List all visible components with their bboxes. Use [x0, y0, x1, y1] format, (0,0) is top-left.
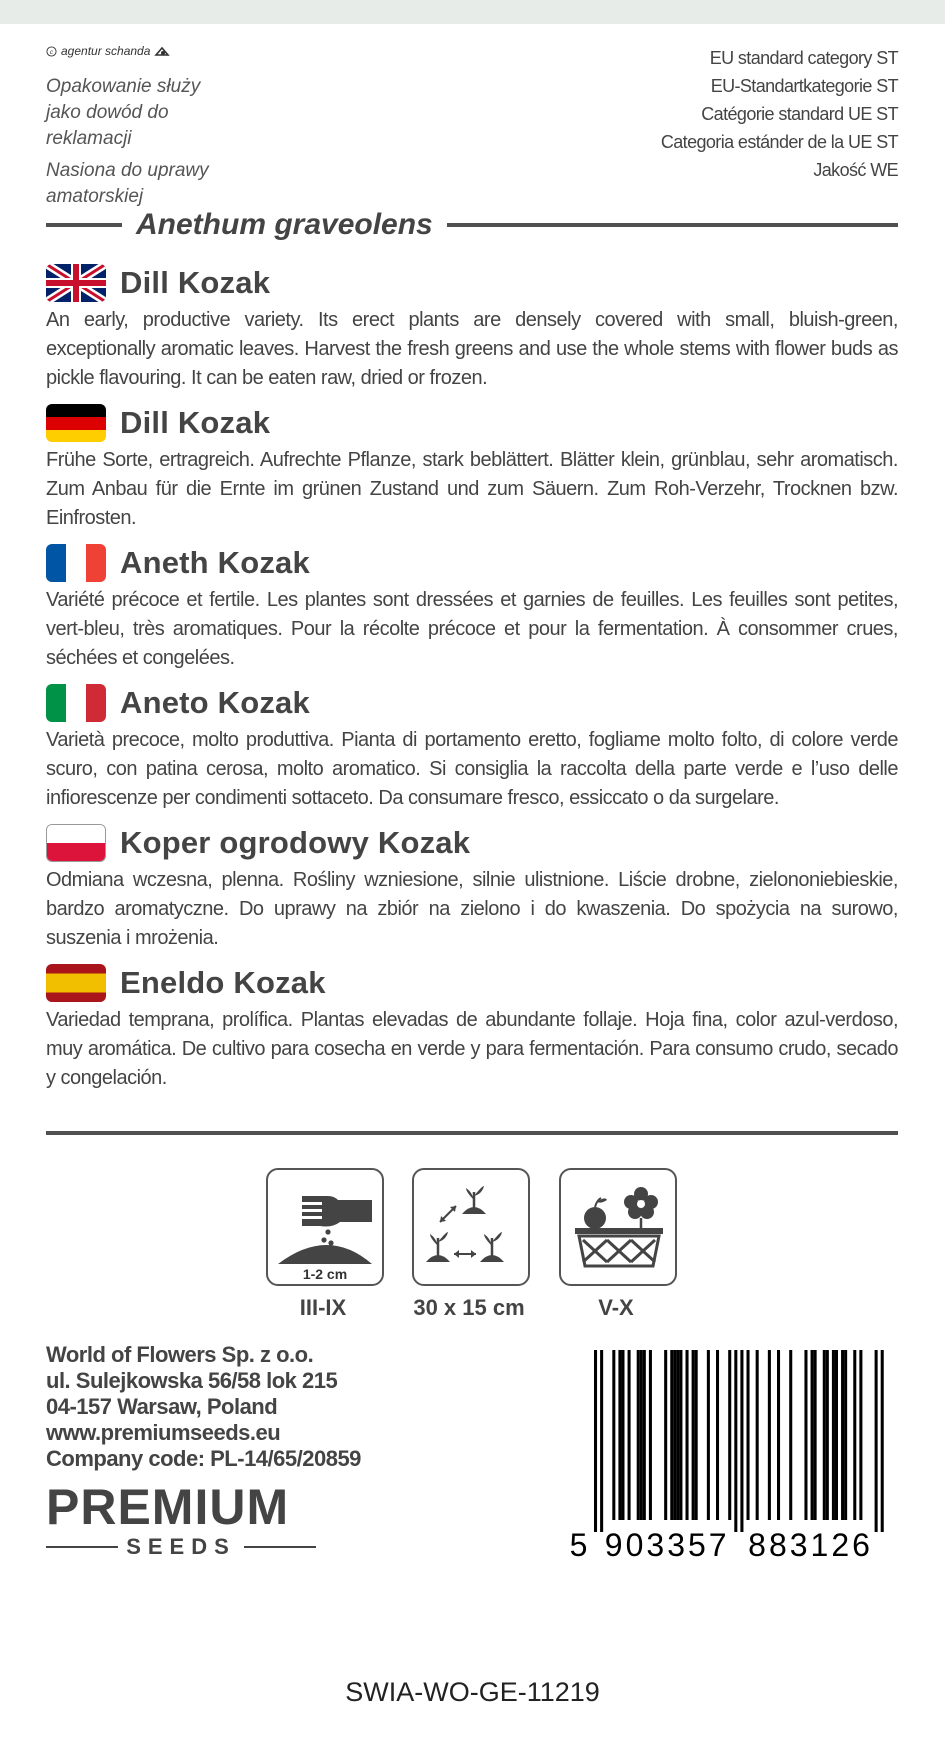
variety-description: Frühe Sorte, ertragreich. Aufrechte Pflanze, stark beblättert. Blätter klein, grünblau, sehr aromatisch. Zum Anbau für die Ernte im grünen Zustand und zum Säuern. Zum Roh-Verzehr, Trocknen bzw. Einfrosten. — [46, 449, 898, 529]
company-website: www.premiumseeds.eu — [46, 1420, 281, 1445]
company-city: 04-157 Warsaw, Poland — [46, 1394, 278, 1419]
agency-logo-icon — [154, 46, 170, 57]
section-header — [46, 262, 898, 304]
company-street: ul. Sulejkowska 56/58 lok 215 — [46, 1368, 338, 1393]
barcode-bar — [621, 1350, 624, 1520]
barcode-bar — [716, 1350, 719, 1520]
variety-description: Odmiana wczesna, plenna. Rośliny wzniesione, silnie ulistnione. Liście drobne, zielononiebieskie, bardzo aromatyczne. Do uprawy na zbiór na zielono i do kwaszenia. Do spożycia na surowo, suszenia i mrożenia. — [46, 869, 898, 949]
barcode-bar — [811, 1350, 814, 1520]
barcode-bar — [679, 1350, 682, 1520]
language-section-en — [46, 262, 898, 393]
harvest-basket-icon — [559, 1168, 677, 1286]
copyright-line — [46, 44, 170, 58]
latin-name: Anethum graveolens — [136, 208, 433, 241]
sowing-period: III-IX — [299, 1295, 347, 1320]
language-section-fr — [46, 542, 898, 673]
eu-category-en: EU standard category ST — [709, 48, 898, 68]
product-code: SWIA-WO-GE-11219 — [345, 1677, 600, 1707]
sowing-depth: 1-2 cm — [302, 1266, 348, 1282]
plant-spacing-icon — [412, 1168, 530, 1286]
germany-flag-icon — [46, 404, 106, 442]
barcode-bar — [676, 1350, 679, 1520]
barcode — [570, 1350, 900, 1560]
language-section-pl — [46, 822, 898, 953]
variety-title: Dill Kozak — [120, 405, 271, 440]
italy-flag-icon — [46, 684, 106, 722]
barcode-digits: 883126 — [748, 1527, 873, 1560]
barcode-bar — [768, 1350, 771, 1520]
barcode-bar — [756, 1350, 759, 1520]
eu-category-pl: Jakość WE — [813, 160, 898, 180]
barcode-bar — [832, 1350, 835, 1520]
brand-name: PREMIUM — [46, 1479, 290, 1535]
plant-spacing: 30 x 15 cm — [413, 1295, 525, 1320]
barcode-bar — [707, 1350, 710, 1520]
barcode-bar — [826, 1350, 829, 1520]
barcode-bar — [618, 1350, 621, 1520]
language-section-de — [46, 402, 898, 533]
company-address — [46, 1342, 361, 1472]
company-code: Company code: PL-14/65/20859 — [46, 1446, 361, 1471]
amateur-note: Nasiona do uprawy amatorskiej — [46, 160, 209, 207]
variety-title: Eneldo Kozak — [120, 965, 326, 1000]
harvest-period: V-X — [598, 1295, 634, 1320]
barcode-bar — [649, 1350, 652, 1520]
uk-flag-icon — [46, 264, 106, 302]
top-band — [0, 0, 945, 24]
polish-notes — [46, 74, 236, 216]
section-header — [46, 822, 898, 864]
barcode-bar — [881, 1350, 884, 1532]
spain-flag-icon — [46, 964, 106, 1002]
variety-description: Variété précoce et fertile. Les plantes sont dressées et garnies de feuilles. Les feuilles sont petites, vert-bleu, très aromatiques. Pour la récolte précoce et pour la fermentation. À consommer crues, séchées et congelées. — [46, 589, 898, 669]
brand-logo — [46, 1479, 316, 1560]
barcode-bars — [570, 1350, 900, 1560]
barcode-bar — [664, 1350, 667, 1520]
barcode-bar — [600, 1350, 603, 1532]
barcode-bar — [612, 1350, 615, 1520]
eu-category-es: Categoria estánder de la UE ST — [660, 132, 898, 152]
variety-description: An early, productive variety. Its erect plants are densely covered with small, bluish-green, exceptionally aromatic leaves. Harvest the fresh greens and use the whole stems with flower buds as pickle flavouring. It can be eaten raw, dried or frozen. — [46, 309, 898, 389]
barcode-bar — [823, 1350, 826, 1520]
barcode-bar — [643, 1350, 646, 1520]
barcode-bar — [628, 1350, 631, 1520]
barcode-bar — [844, 1350, 847, 1520]
barcode-bar — [670, 1350, 673, 1520]
variety-title: Aneto Kozak — [120, 685, 310, 720]
section-header — [46, 402, 898, 444]
divider — [447, 223, 898, 227]
barcode-bar — [673, 1350, 676, 1520]
barcode-bar — [859, 1350, 862, 1520]
barcode-bar — [686, 1350, 689, 1520]
barcode-digits: 903357 — [604, 1527, 730, 1560]
barcode-bar — [695, 1350, 698, 1520]
section-header — [46, 682, 898, 724]
barcode-bar — [747, 1350, 750, 1520]
variety-title: Aneth Kozak — [120, 545, 310, 580]
barcode-bar — [841, 1350, 844, 1520]
barcode-bar — [728, 1350, 731, 1520]
barcode-bar — [740, 1350, 743, 1532]
barcode-bar — [875, 1350, 878, 1532]
brand-subline — [46, 1534, 316, 1560]
barcode-bar — [814, 1350, 817, 1520]
eu-category-fr: Catégorie standard UE ST — [701, 104, 898, 124]
section-header — [46, 962, 898, 1004]
latin-name-row — [46, 208, 898, 242]
divider — [46, 223, 122, 227]
company-name: World of Flowers Sp. z o.o. — [46, 1342, 314, 1367]
svg-text:c: c — [49, 48, 54, 56]
language-section-it — [46, 682, 898, 813]
barcode-bar — [637, 1350, 640, 1520]
barcode-bar — [734, 1350, 737, 1532]
barcode-bar — [789, 1350, 792, 1520]
barcode-bar — [640, 1350, 643, 1520]
barcode-bar — [804, 1350, 807, 1520]
barcode-bar — [777, 1350, 780, 1520]
language-section-es — [46, 962, 898, 1093]
divider — [46, 1546, 118, 1548]
variety-title: Dill Kozak — [120, 265, 271, 300]
barcode-bar — [835, 1350, 838, 1520]
eu-category-list — [661, 44, 898, 184]
variety-description: Variedad temprana, prolífica. Plantas elevadas de abundante follaje. Hoja fina, color azul-verdoso, muy aromática. De cultivo para cosecha en verde y para fermentación. Para consumo crudo, secado y congelación. — [46, 1009, 898, 1089]
variety-title: Koper ogrodowy Kozak — [120, 825, 471, 860]
eu-category-de: EU-Standartkategorie ST — [710, 76, 898, 96]
barcode-bar — [853, 1350, 856, 1520]
barcode-bar — [594, 1350, 597, 1532]
poland-flag-icon — [46, 824, 106, 862]
divider — [46, 1131, 898, 1135]
barcode-digits: 5 — [570, 1527, 591, 1560]
france-flag-icon — [46, 544, 106, 582]
variety-description: Varietà precoce, molto produttiva. Pianta di portamento eretto, fogliame molto folto, di colore verde scuro, con patina cerosa, molto aromatico. Si consiglia la raccolta della parte verde e l’uso delle infiorescenze per condimenti sottaceto. Da consumare fresco, essiccato o da surgelare. — [46, 729, 898, 809]
sowing-icon — [266, 1168, 384, 1286]
brand-sub: SEEDS — [126, 1534, 236, 1559]
section-header — [46, 542, 898, 584]
copyright-icon — [46, 46, 57, 57]
barcode-bar — [692, 1350, 695, 1520]
divider — [244, 1546, 316, 1548]
copyright-text: agentur schanda — [61, 44, 151, 58]
complaint-note: Opakowanie służy jako dowód do reklamacji — [46, 76, 201, 149]
